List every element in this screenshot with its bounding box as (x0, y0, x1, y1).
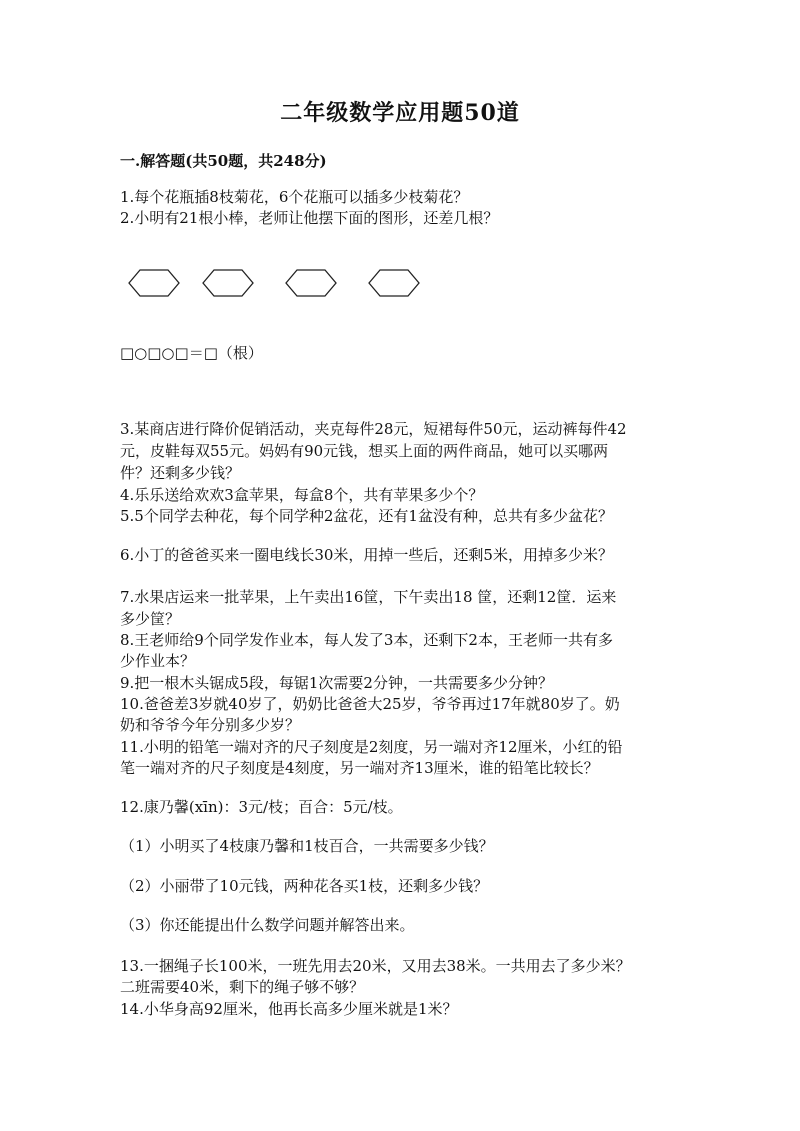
question-line: 4.乐乐送给欢欢3盒苹果，每盒8个，共有苹果多少个？ (120, 486, 484, 504)
section-heading: 一.解答题(共50题，共248分) (120, 152, 327, 170)
question-line: 元，皮鞋每双55元。妈妈有90元钱，想买上面的两件商品，她可以买哪两 (120, 442, 609, 460)
question-line: 6.小丁的爸爸买来一圈电线长30米，用掉一些后，还剩5米，用掉多少米？ (120, 546, 613, 564)
question-line: 3.某商店进行降价促销活动，夹克每件28元，短裙每件50元，运动裤每件42 (120, 420, 627, 438)
question-line: 1.每个花瓶插8枝菊花，6个花瓶可以插多少枝菊花？ (120, 188, 469, 206)
question-line: 7.水果店运来一批苹果，上午卖出16筐，下午卖出18 筐，还剩12筐．运来 (120, 588, 617, 606)
hexagon-shape (368, 268, 420, 298)
equation-line: □○□○□＝□（根） (120, 344, 263, 362)
question-line: 13.一捆绳子长100米，一班先用去20米，又用去38米。一共用去了多少米？ (120, 957, 631, 975)
hexagon-shape (202, 268, 254, 298)
question-line: 10.爸爸差3岁就40岁了，奶奶比爸爸大25岁，爷爷再过17年就80岁了。奶 (120, 695, 620, 713)
hexagon-shape (285, 268, 337, 298)
question-line: 5.5个同学去种花，每个同学种2盆花，还有1盆没有种，总共有多少盆花？ (120, 507, 613, 525)
sub-question-line: （2）小丽带了10元钱，两种花各买1枝，还剩多少钱？ (120, 877, 489, 895)
question-line: 14.小华身高92厘米，他再长高多少厘米就是1米？ (120, 1000, 458, 1018)
question-line: 2.小明有21根小棒，老师让他摆下面的图形，还差几根？ (120, 209, 499, 227)
question-line: 二班需要40米，剩下的绳子够不够？ (120, 978, 365, 996)
question-line: 8.王老师给9个同学发作业本，每人发了3本，还剩下2本，王老师一共有多 (120, 631, 613, 649)
sub-question-line: （1）小明买了4枝康乃馨和1枝百合，一共需要多少钱？ (120, 837, 494, 855)
question-line: 9.把一根木头锯成5段，每锯1次需要2分钟，一共需要多少分钟？ (120, 674, 553, 692)
hexagon-figures (128, 268, 428, 300)
sub-question-line: （3）你还能提出什么数学问题并解答出来。 (120, 916, 415, 934)
question-line: 少作业本？ (120, 652, 196, 670)
question-line: 笔一端对齐的尺子刻度是4刻度，另一端对齐13厘米，谁的铅笔比较长？ (120, 759, 599, 777)
question-line: 奶和爷爷今年分别多少岁？ (120, 716, 301, 734)
question-line: 多少筐？ (120, 610, 181, 628)
question-line: 12.康乃馨(xīn)：3元/枝；百合：5元/枝。 (120, 798, 403, 816)
question-line: 件？还剩多少钱？ (120, 464, 241, 482)
hexagon-shape (128, 268, 180, 298)
page-title: 二年级数学应用题50道 (280, 100, 520, 126)
question-line: 11.小明的铅笔一端对齐的尺子刻度是2刻度，另一端对齐12厘米，小红的铅 (120, 738, 623, 756)
